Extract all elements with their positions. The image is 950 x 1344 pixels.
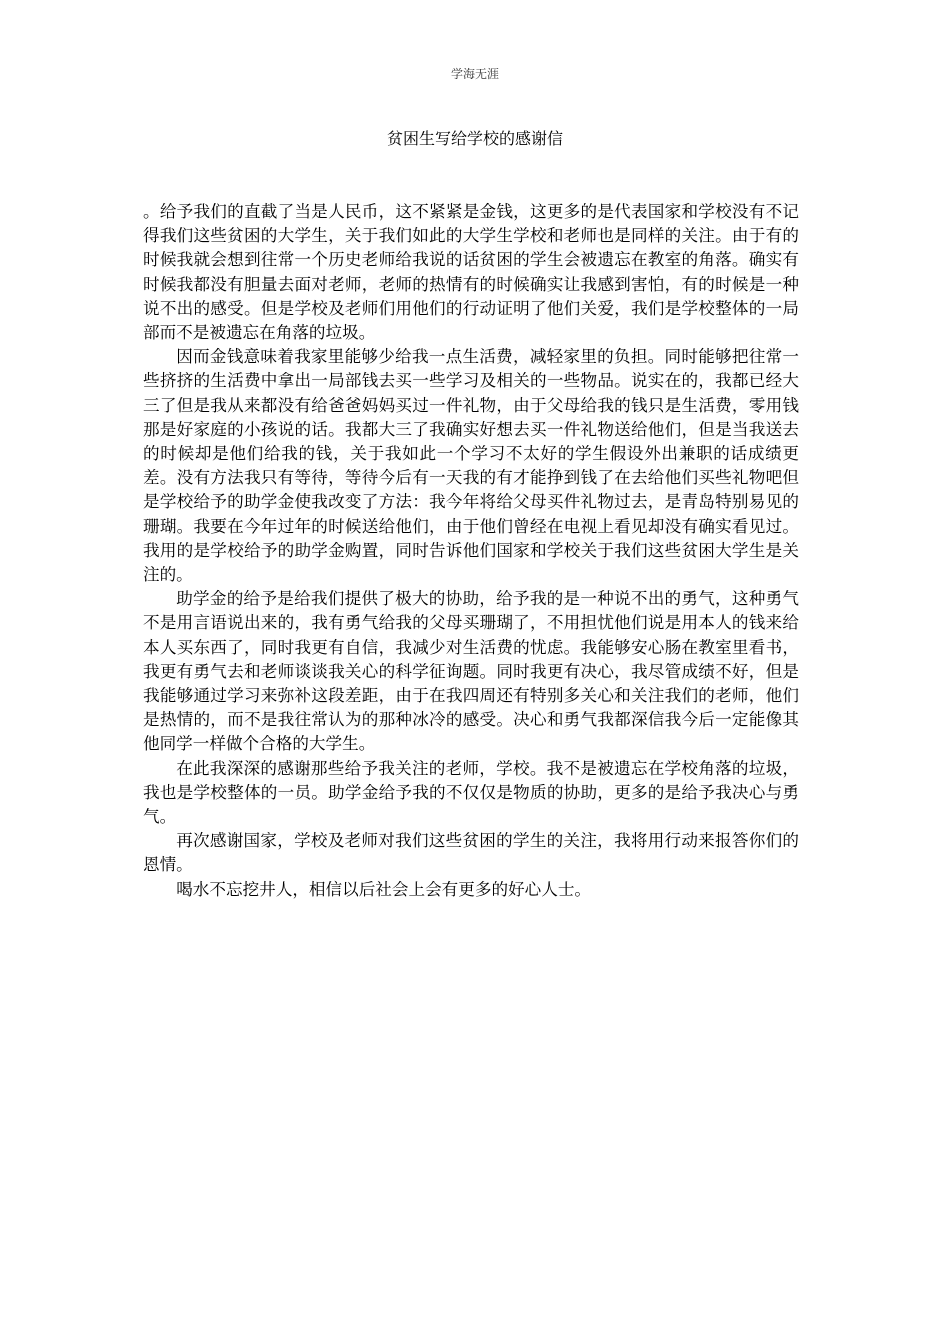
paragraph-2: 因而金钱意味着我家里能够少给我一点生活费，减轻家里的负担。同时能够把往常一些挤挤的生活费中拿出一局部钱去买一些学习及相关的一些物品。说实在的，我都已经大三了但是我从来都没有给爸爸妈妈买过一件礼物，由于父母给我的钱只是生活费，零用钱那是好家庭的小孩说的话。我都大三了我确实好想去买一件礼物送给他们，但是当我送去的时候却是他们给我的钱，关于我如此一个学习不太好的学生假设外出兼职的话成绩更差。没有方法我只有等待，等待今后有一天我的有才能挣到钱了在去给他们买些礼物吧但是学校给予的助学金使我改变了方法：我今年将给父母买件礼物过去，是青岛特别易见的珊瑚。我要在今年过年的时候送给他们，由于他们曾经在电视上看见却没有确实看见过。我用的是学校给予的助学金购置，同时告诉他们国家和学校关于我们这些贫困大学生是关注的。 bbox=[143, 347, 799, 585]
paragraph-5: 再次感谢国家，学校及老师对我们这些贫困的学生的关注，我将用行动来报答你们的恩情。 bbox=[143, 831, 799, 875]
page-header: 学海无涯 bbox=[450, 67, 499, 81]
letter-body bbox=[143, 200, 799, 902]
paragraph-6: 喝水不忘挖井人，相信以后社会上会有更多的好心人士。 bbox=[176, 879, 592, 899]
paragraph-4: 在此我深深的感谢那些给予我关注的老师，学校。我不是被遗忘在学校角落的垃圾，我也是学校整体的一员。助学金给予我的不仅仅是物质的协助，更多的是给予我决心与勇气。 bbox=[143, 758, 799, 827]
paragraph-1: 。给予我们的直截了当是人民币，这不紧紧是金钱，这更多的是代表国家和学校没有不记得我们这些贫困的大学生，关于我们如此的大学生学校和老师也是同样的关注。由于有的时候我就会想到往常一个历史老师给我说的话贫困的学生会被遗忘在教室的角落。确实有时候我都没有胆量去面对老师，老师的热情有的时候确实让我感到害怕，有的时候是一种说不出的感受。但是学校及老师们用他们的行动证明了他们关爱，我们是学校整体的一局部而不是被遗忘在角落的垃圾。 bbox=[143, 202, 799, 343]
document-title: 贫困生写给学校的感谢信 bbox=[386, 129, 563, 148]
paragraph-3: 助学金的给予是给我们提供了极大的协助，给予我的是一种说不出的勇气，这种勇气不是用言语说出来的，我有勇气给我的父母买珊瑚了，不用担忧他们说是用本人的钱来给本人买东西了，同时我更有自信，我减少对生活费的忧虑。我能够安心肠在教室里看书，我更有勇气去和老师谈谈我关心的科学征询题。同时我更有决心，我尽管成绩不好，但是我能够通过学习来弥补这段差距，由于在我四周还有特别多关心和关注我们的老师，他们是热情的，而不是我往常认为的那种冰冷的感受。决心和勇气我都深信我今后一定能像其他同学一样做个合格的大学生。 bbox=[143, 589, 799, 754]
